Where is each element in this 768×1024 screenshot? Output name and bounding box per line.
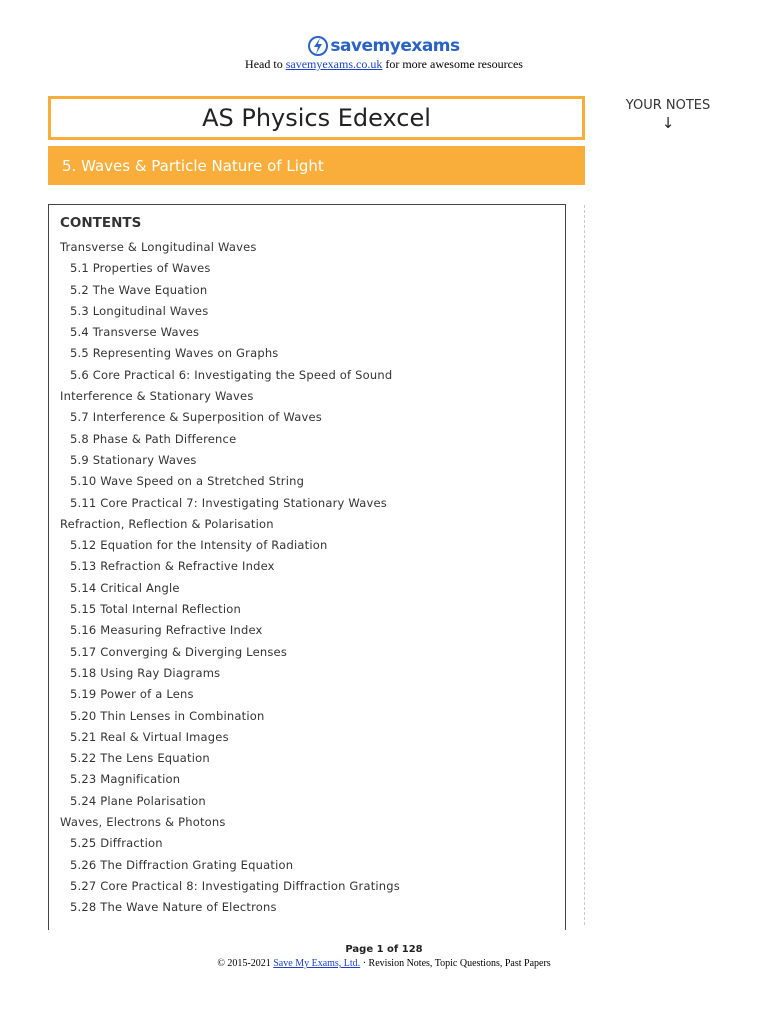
toc-entry[interactable]: 5.14 Critical Angle — [70, 580, 180, 595]
notes-divider — [584, 205, 585, 925]
toc-entry[interactable]: 5.19 Power of a Lens — [70, 687, 194, 702]
tagline-prefix: Head to — [245, 57, 286, 71]
toc-entry[interactable]: 5.1 Properties of Waves — [70, 261, 211, 276]
copyright-link[interactable]: Save My Exams, Ltd. — [273, 958, 361, 969]
toc-entry[interactable]: 5.6 Core Practical 6: Investigating the Speed of Sound — [70, 367, 393, 382]
toc-entry[interactable]: 5.10 Wave Speed on a Stretched String — [70, 474, 305, 489]
footer-copyright — [0, 958, 768, 969]
toc-entry[interactable]: 5.5 Representing Waves on Graphs — [70, 346, 279, 361]
topic-title: 5. Waves & Particle Nature of Light — [62, 156, 324, 175]
contents-list — [60, 237, 565, 919]
brand-logo[interactable] — [0, 36, 768, 56]
toc-entry[interactable]: 5.18 Using Ray Diagrams — [70, 665, 221, 680]
toc-entry[interactable]: 5.22 The Lens Equation — [70, 751, 210, 766]
lightning-bolt-icon — [308, 36, 328, 56]
toc-section[interactable]: Interference & Stationary Waves — [60, 389, 254, 404]
contents-panel — [48, 204, 566, 930]
toc-section[interactable]: Transverse & Longitudinal Waves — [60, 240, 257, 254]
toc-entry[interactable]: 5.12 Equation for the Intensity of Radiation — [70, 538, 328, 553]
toc-entry[interactable]: 5.13 Refraction & Refractive Index — [70, 559, 275, 574]
arrow-down-icon: ↓ — [661, 114, 675, 132]
contents-heading: CONTENTS — [60, 215, 142, 231]
toc-section[interactable]: Refraction, Reflection & Polarisation — [60, 516, 274, 531]
toc-entry[interactable]: 5.11 Core Practical 7: Investigating Stationary Waves — [70, 495, 387, 510]
tagline — [0, 57, 768, 72]
toc-entry[interactable]: 5.26 The Diffraction Grating Equation — [70, 857, 294, 872]
document-title: AS Physics Edexcel — [202, 104, 431, 132]
toc-entry[interactable]: 5.23 Magnification — [70, 772, 181, 787]
toc-entry[interactable]: 5.15 Total Internal Reflection — [70, 602, 241, 617]
tagline-suffix: for more awesome resources — [382, 57, 523, 71]
page-number: Page 1 of 128 — [345, 944, 423, 955]
toc-entry[interactable]: 5.20 Thin Lenses in Combination — [70, 708, 265, 723]
toc-entry[interactable]: 5.16 Measuring Refractive Index — [70, 623, 263, 638]
toc-entry[interactable]: 5.7 Interference & Superposition of Waves — [70, 410, 322, 425]
toc-section[interactable]: Waves, Electrons & Photons — [60, 815, 226, 830]
document-title-box — [48, 96, 585, 140]
tagline-link[interactable]: savemyexams.co.uk — [285, 57, 383, 71]
copyright-prefix: © 2015-2021 — [217, 958, 274, 969]
toc-entry[interactable]: 5.21 Real & Virtual Images — [70, 729, 229, 744]
toc-entry[interactable]: 5.27 Core Practical 8: Investigating Diffraction Gratings — [70, 878, 400, 893]
your-notes-label — [610, 98, 726, 132]
copyright-suffix: · Revision Notes, Topic Questions, Past Papers — [360, 958, 551, 969]
toc-entry[interactable]: 5.8 Phase & Path Difference — [70, 431, 237, 446]
brand-name: savemyexams — [330, 36, 460, 56]
toc-entry[interactable]: 5.9 Stationary Waves — [70, 452, 197, 467]
toc-entry[interactable]: 5.25 Diffraction — [70, 836, 163, 851]
toc-entry[interactable]: 5.4 Transverse Waves — [70, 325, 200, 340]
toc-entry[interactable]: 5.3 Longitudinal Waves — [70, 303, 209, 318]
your-notes-text: YOUR NOTES — [625, 98, 711, 113]
topic-banner — [48, 146, 585, 185]
toc-entry[interactable]: 5.17 Converging & Diverging Lenses — [70, 644, 288, 659]
toc-entry[interactable]: 5.28 The Wave Nature of Electrons — [70, 900, 277, 915]
toc-entry[interactable]: 5.24 Plane Polarisation — [70, 793, 206, 808]
toc-entry[interactable]: 5.2 The Wave Equation — [70, 282, 208, 297]
